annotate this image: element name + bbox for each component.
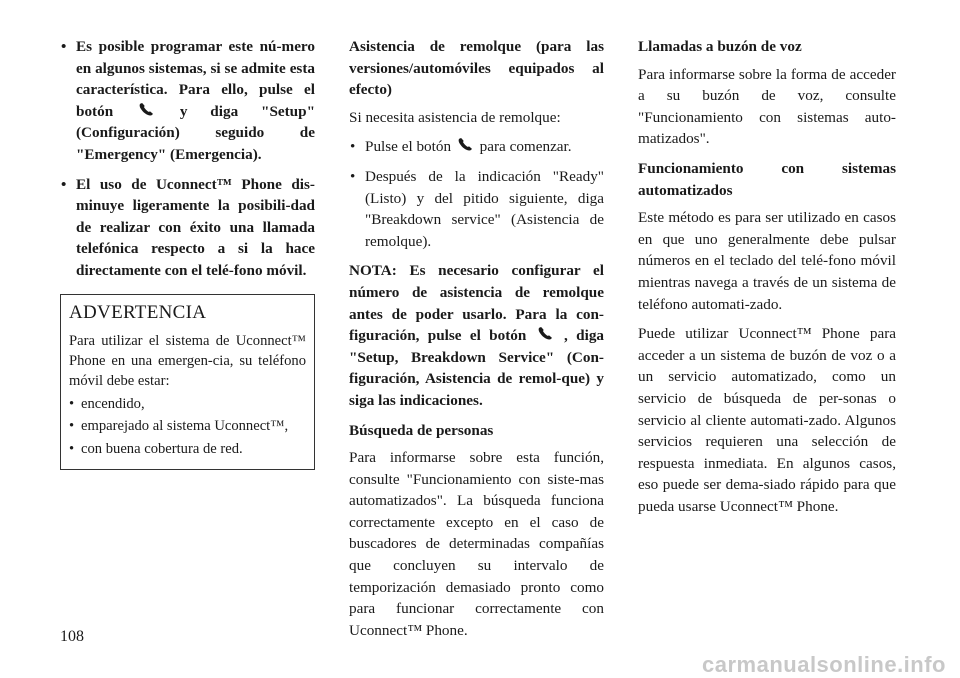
list-item: • Pulse el botón para comenzar. bbox=[349, 136, 604, 158]
voicemail-paragraph: Para informarse sobre la forma de acceder a su buzón de voz, consulte "Funcionamiento con sistemas auto-matizados". bbox=[638, 65, 896, 148]
list-item: • Es posible programar este nú-mero en algunos sistemas, si se admite esta característica. Para ello, pulse el botón y diga "Setup" (Configuración) seguido de "Emergency" (Emergencia). bbox=[60, 36, 315, 166]
phone-icon bbox=[537, 326, 554, 341]
warning-title: ADVERTENCIA bbox=[69, 301, 207, 323]
column-left bbox=[60, 36, 315, 470]
section-heading-paging: Búsqueda de personas bbox=[349, 421, 494, 439]
warning-item: • con buena cobertura de red. bbox=[69, 439, 306, 459]
page-number: 108 bbox=[60, 628, 84, 645]
section-heading-towing: Asistencia de remolque (para las versiones/automóviles equipados al efecto) bbox=[349, 38, 604, 99]
section-heading-automated: Funcionamiento con sistemas automatizados bbox=[638, 159, 896, 199]
warning-item: • emparejado al sistema Uconnect™, bbox=[69, 416, 306, 436]
note-paragraph: NOTA: Es necesario configurar el número de asistencia de remolque antes de poder usarlo. Para la con-figuración, pulse el botón , diga "Setup, Breakdown Service" (Con-figuración, Asistencia de remol-que) y siga las indicaciones. bbox=[349, 262, 605, 409]
section-heading-voicemail: Llamadas a buzón de voz bbox=[638, 38, 802, 55]
column-right bbox=[638, 36, 896, 525]
warning-list bbox=[69, 394, 306, 459]
warning-box bbox=[60, 294, 315, 470]
warning-item: • encendido, bbox=[69, 394, 306, 414]
towing-intro: Si necesita asistencia de remolque: bbox=[349, 108, 561, 126]
warning-intro: Para utilizar el sistema de Uconnect™ Phone en una emergen-cia, su teléfono móvil debe estar: bbox=[69, 332, 306, 390]
phone-icon bbox=[138, 102, 155, 117]
paging-paragraph: Para informarse sobre esta función, consulte "Funcionamiento con siste-mas automatizados". La búsqueda funciona correctamente excepto en el caso de buscadores de determinadas compañías que concluyen su intervalo de temporización demasiado pronto como para funcionar correctamente con Uconnect™ Phone. bbox=[349, 449, 604, 639]
column-middle bbox=[349, 36, 604, 649]
towing-steps bbox=[349, 136, 604, 252]
phone-icon bbox=[457, 137, 474, 152]
watermark: carmanualsonline.info bbox=[702, 652, 946, 678]
bullet-list bbox=[60, 36, 315, 282]
list-item: • El uso de Uconnect™ Phone dis-minuye ligeramente la posibili-dad de realizar con éxito una llamada telefónica respecto a si la hace directamente con el telé-fono móvil. bbox=[60, 174, 315, 282]
automated-paragraph-2: Puede utilizar Uconnect™ Phone para acceder a un sistema de buzón de voz o a un servicio automatizado, como un servicio de búsqueda de per-sonas o servicio al cliente automati-zado. Algunos servicios requieren una selección de respuesta inmediata. En algunos casos, eso puede ser dema-siado rápido para que pueda usarse Uconnect™ Phone. bbox=[638, 325, 896, 515]
list-item: • Después de la indicación "Ready" (Listo) y del pitido siguiente, diga "Breakdown service" (Asistencia de remolque). bbox=[349, 166, 604, 252]
automated-paragraph-1: Este método es para ser utilizado en casos en que uno generalmente debe pulsar números en el teclado del telé-fono móvil mientras navega a través de un sistema de teléfono automati-zado. bbox=[638, 209, 896, 313]
